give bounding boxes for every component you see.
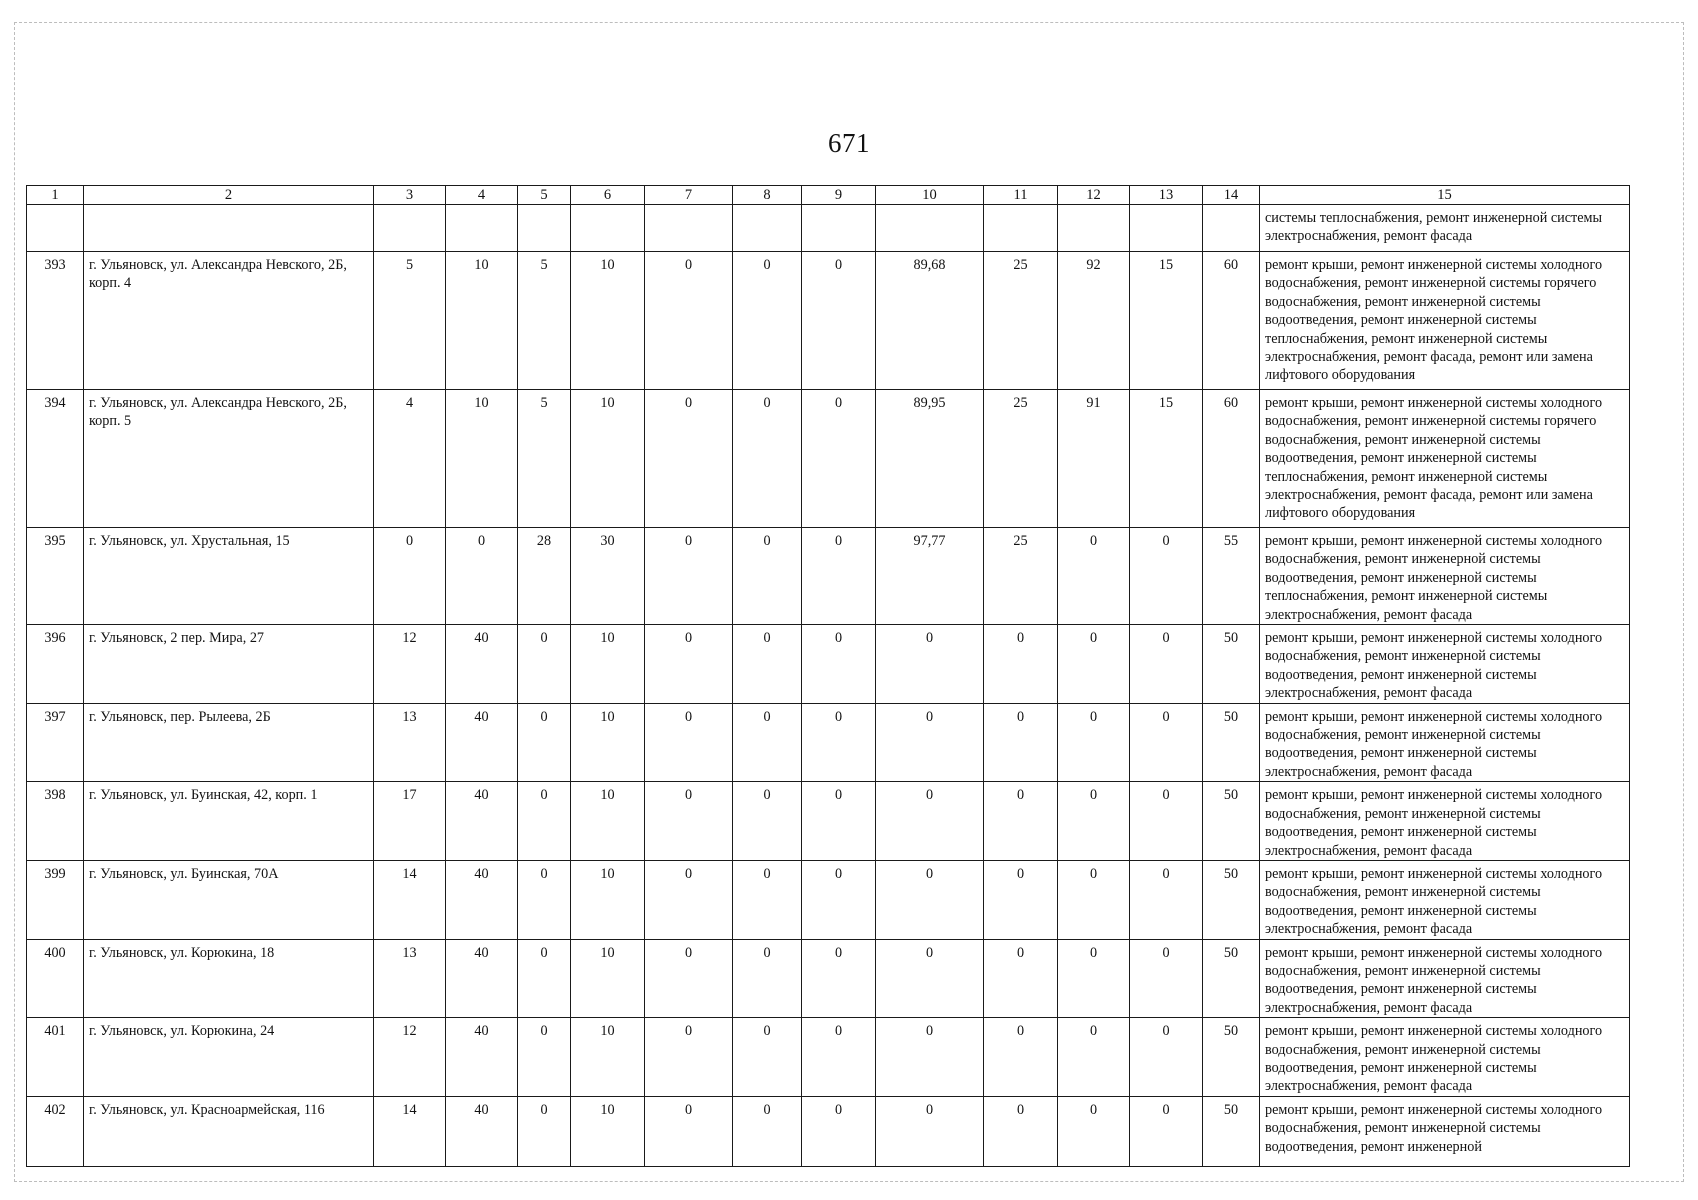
cell-col-5: 5 — [518, 390, 571, 528]
cell-col-11: 0 — [984, 860, 1058, 939]
cell-col-5: 0 — [518, 625, 571, 704]
cell-col-4: 10 — [446, 252, 518, 390]
cell-work-types: ремонт крыши, ремонт инженерной системы холодного водоснабжения, ремонт инженерной системы горячего водоснабжения, ремонт инженерной системы водоотведения, ремонт инженерной системы теплоснабжения, ремонт инженерной системы электроснабжения, ремонт фасада, ремонт или замена лифтового оборудования — [1260, 252, 1630, 390]
cell-col-5: 0 — [518, 1096, 571, 1166]
cell-col-10 — [876, 205, 984, 252]
cell-col-6 — [571, 205, 645, 252]
cell-col-4: 0 — [446, 528, 518, 625]
cell-col-14: 50 — [1203, 782, 1260, 861]
cell-col-6: 10 — [571, 625, 645, 704]
cell-address: г. Ульяновск, ул. Корюкина, 18 — [84, 939, 374, 1018]
table-row — [27, 252, 1630, 390]
cell-col-13: 0 — [1130, 625, 1203, 704]
cell-col-9: 0 — [802, 860, 876, 939]
cell-col-5: 0 — [518, 1018, 571, 1097]
cell-col-4: 40 — [446, 625, 518, 704]
cell-col-3: 4 — [374, 390, 446, 528]
cell-col-10: 0 — [876, 703, 984, 782]
page-number: 671 — [828, 128, 870, 158]
table-row — [27, 1096, 1630, 1166]
cell-col-5: 28 — [518, 528, 571, 625]
cell-col-13: 0 — [1130, 1018, 1203, 1097]
cell-col-13: 0 — [1130, 860, 1203, 939]
cell-col-3: 12 — [374, 1018, 446, 1097]
cell-col-9: 0 — [802, 703, 876, 782]
cell-row-number: 393 — [27, 252, 84, 390]
cell-work-types: ремонт крыши, ремонт инженерной системы холодного водоснабжения, ремонт инженерной системы водоотведения, ремонт инженерной системы электроснабжения, ремонт фасада — [1260, 860, 1630, 939]
cell-row-number: 399 — [27, 860, 84, 939]
cell-col-8: 0 — [733, 1018, 802, 1097]
cell-address: г. Ульяновск, ул. Александра Невского, 2Б, корп. 5 — [84, 390, 374, 528]
cell-row-number: 394 — [27, 390, 84, 528]
cell-col-12: 0 — [1058, 625, 1130, 704]
cell-col-3: 12 — [374, 625, 446, 704]
cell-col-13 — [1130, 205, 1203, 252]
cell-address — [84, 205, 374, 252]
cell-col-12: 0 — [1058, 528, 1130, 625]
cell-col-13: 0 — [1130, 782, 1203, 861]
cell-col-3: 0 — [374, 528, 446, 625]
cell-col-3: 17 — [374, 782, 446, 861]
cell-col-8: 0 — [733, 390, 802, 528]
cell-col-3: 5 — [374, 252, 446, 390]
cell-col-11: 0 — [984, 782, 1058, 861]
cell-col-4: 40 — [446, 939, 518, 1018]
cell-col-7: 0 — [645, 625, 733, 704]
header-cell-6: 6 — [571, 186, 645, 205]
cell-address: г. Ульяновск, пер. Рылеева, 2Б — [84, 703, 374, 782]
cell-row-number: 401 — [27, 1018, 84, 1097]
cell-col-6: 10 — [571, 782, 645, 861]
cell-row-number: 396 — [27, 625, 84, 704]
cell-col-8: 0 — [733, 252, 802, 390]
cell-col-4: 40 — [446, 860, 518, 939]
table-row — [27, 205, 1630, 252]
cell-col-3: 14 — [374, 1096, 446, 1166]
cell-col-6: 30 — [571, 528, 645, 625]
cell-col-13: 15 — [1130, 390, 1203, 528]
cell-col-5: 5 — [518, 252, 571, 390]
cell-work-types: ремонт крыши, ремонт инженерной системы холодного водоснабжения, ремонт инженерной системы водоотведения, ремонт инженерной системы электроснабжения, ремонт фасада — [1260, 625, 1630, 704]
cell-col-8: 0 — [733, 782, 802, 861]
cell-col-12: 91 — [1058, 390, 1130, 528]
header-cell-11: 11 — [984, 186, 1058, 205]
cell-col-13: 0 — [1130, 1096, 1203, 1166]
cell-col-4: 40 — [446, 1096, 518, 1166]
cell-col-11: 0 — [984, 703, 1058, 782]
cell-col-7: 0 — [645, 703, 733, 782]
cell-col-13: 15 — [1130, 252, 1203, 390]
cell-col-5: 0 — [518, 939, 571, 1018]
cell-col-14: 50 — [1203, 1018, 1260, 1097]
cell-col-10: 0 — [876, 1018, 984, 1097]
cell-address: г. Ульяновск, ул. Корюкина, 24 — [84, 1018, 374, 1097]
cell-col-14: 55 — [1203, 528, 1260, 625]
cell-col-11: 0 — [984, 625, 1058, 704]
cell-address: г. Ульяновск, ул. Буинская, 42, корп. 1 — [84, 782, 374, 861]
cell-col-11: 0 — [984, 1018, 1058, 1097]
cell-work-types: системы теплоснабжения, ремонт инженерной системы электроснабжения, ремонт фасада — [1260, 205, 1630, 252]
cell-work-types: ремонт крыши, ремонт инженерной системы холодного водоснабжения, ремонт инженерной системы водоотведения, ремонт инженерной системы электроснабжения, ремонт фасада — [1260, 939, 1630, 1018]
cell-col-9: 0 — [802, 1096, 876, 1166]
cell-col-8: 0 — [733, 625, 802, 704]
cell-col-14: 50 — [1203, 860, 1260, 939]
header-cell-5: 5 — [518, 186, 571, 205]
table-row — [27, 625, 1630, 704]
cell-col-10: 0 — [876, 782, 984, 861]
cell-col-9: 0 — [802, 782, 876, 861]
cell-col-7 — [645, 205, 733, 252]
cell-col-7: 0 — [645, 528, 733, 625]
cell-col-12: 0 — [1058, 1018, 1130, 1097]
cell-col-8: 0 — [733, 1096, 802, 1166]
table-row — [27, 1018, 1630, 1097]
cell-col-12: 0 — [1058, 1096, 1130, 1166]
cell-work-types: ремонт крыши, ремонт инженерной системы холодного водоснабжения, ремонт инженерной системы водоотведения, ремонт инженерной системы электроснабжения, ремонт фасада — [1260, 703, 1630, 782]
cell-col-12: 0 — [1058, 782, 1130, 861]
cell-address: г. Ульяновск, ул. Хрустальная, 15 — [84, 528, 374, 625]
cell-col-14: 60 — [1203, 390, 1260, 528]
cell-col-6: 10 — [571, 1096, 645, 1166]
cell-row-number — [27, 205, 84, 252]
cell-row-number: 402 — [27, 1096, 84, 1166]
cell-row-number: 400 — [27, 939, 84, 1018]
cell-col-7: 0 — [645, 782, 733, 861]
cell-col-9: 0 — [802, 528, 876, 625]
cell-col-13: 0 — [1130, 528, 1203, 625]
header-cell-1: 1 — [27, 186, 84, 205]
cell-col-4 — [446, 205, 518, 252]
cell-col-9: 0 — [802, 939, 876, 1018]
cell-col-8: 0 — [733, 939, 802, 1018]
header-cell-8: 8 — [733, 186, 802, 205]
cell-col-11 — [984, 205, 1058, 252]
header-cell-13: 13 — [1130, 186, 1203, 205]
cell-col-4: 40 — [446, 703, 518, 782]
table-row — [27, 703, 1630, 782]
cell-col-9: 0 — [802, 625, 876, 704]
cell-col-6: 10 — [571, 939, 645, 1018]
cell-col-14: 50 — [1203, 939, 1260, 1018]
cell-col-10: 97,77 — [876, 528, 984, 625]
cell-col-8 — [733, 205, 802, 252]
table-row — [27, 860, 1630, 939]
cell-address: г. Ульяновск, ул. Александра Невского, 2Б, корп. 4 — [84, 252, 374, 390]
cell-col-8: 0 — [733, 528, 802, 625]
header-cell-3: 3 — [374, 186, 446, 205]
cell-col-12: 0 — [1058, 860, 1130, 939]
cell-col-11: 25 — [984, 390, 1058, 528]
cell-col-6: 10 — [571, 1018, 645, 1097]
cell-col-5 — [518, 205, 571, 252]
header-cell-12: 12 — [1058, 186, 1130, 205]
cell-col-4: 40 — [446, 782, 518, 861]
cell-col-14: 50 — [1203, 1096, 1260, 1166]
table-row — [27, 939, 1630, 1018]
cell-col-14 — [1203, 205, 1260, 252]
header-cell-9: 9 — [802, 186, 876, 205]
cell-col-8: 0 — [733, 860, 802, 939]
cell-col-8: 0 — [733, 703, 802, 782]
cell-col-14: 50 — [1203, 625, 1260, 704]
cell-work-types: ремонт крыши, ремонт инженерной системы холодного водоснабжения, ремонт инженерной системы водоотведения, ремонт инженерной системы электроснабжения, ремонт фасада — [1260, 782, 1630, 861]
cell-col-3: 13 — [374, 939, 446, 1018]
cell-col-11: 0 — [984, 1096, 1058, 1166]
header-cell-14: 14 — [1203, 186, 1260, 205]
cell-col-12 — [1058, 205, 1130, 252]
header-cell-4: 4 — [446, 186, 518, 205]
cell-address: г. Ульяновск, ул. Буинская, 70А — [84, 860, 374, 939]
cell-col-10: 0 — [876, 625, 984, 704]
cell-col-10: 89,68 — [876, 252, 984, 390]
cell-col-10: 0 — [876, 939, 984, 1018]
table-row — [27, 390, 1630, 528]
cell-col-12: 0 — [1058, 703, 1130, 782]
cell-work-types: ремонт крыши, ремонт инженерной системы холодного водоснабжения, ремонт инженерной системы водоотведения, ремонт инженерной — [1260, 1096, 1630, 1166]
cell-col-13: 0 — [1130, 939, 1203, 1018]
cell-col-13: 0 — [1130, 703, 1203, 782]
cell-col-6: 10 — [571, 703, 645, 782]
cell-col-10: 89,95 — [876, 390, 984, 528]
cell-row-number: 397 — [27, 703, 84, 782]
cell-address: г. Ульяновск, ул. Красноармейская, 116 — [84, 1096, 374, 1166]
cell-col-10: 0 — [876, 1096, 984, 1166]
table-row — [27, 782, 1630, 861]
header-cell-15: 15 — [1260, 186, 1630, 205]
cell-col-9: 0 — [802, 390, 876, 528]
cell-row-number: 398 — [27, 782, 84, 861]
cell-col-11: 25 — [984, 252, 1058, 390]
cell-col-9 — [802, 205, 876, 252]
cell-col-12: 0 — [1058, 939, 1130, 1018]
cell-col-14: 60 — [1203, 252, 1260, 390]
cell-col-14: 50 — [1203, 703, 1260, 782]
cell-col-5: 0 — [518, 782, 571, 861]
table-row — [27, 528, 1630, 625]
data-table — [26, 185, 1630, 1167]
cell-col-11: 0 — [984, 939, 1058, 1018]
cell-col-4: 40 — [446, 1018, 518, 1097]
cell-col-3: 13 — [374, 703, 446, 782]
cell-col-4: 10 — [446, 390, 518, 528]
header-cell-10: 10 — [876, 186, 984, 205]
cell-col-11: 25 — [984, 528, 1058, 625]
cell-col-5: 0 — [518, 860, 571, 939]
cell-col-6: 10 — [571, 252, 645, 390]
cell-col-7: 0 — [645, 939, 733, 1018]
cell-col-7: 0 — [645, 860, 733, 939]
cell-work-types: ремонт крыши, ремонт инженерной системы холодного водоснабжения, ремонт инженерной системы горячего водоснабжения, ремонт инженерной системы водоотведения, ремонт инженерной системы теплоснабжения, ремонт инженерной системы электроснабжения, ремонт фасада, ремонт или замена лифтового оборудования — [1260, 390, 1630, 528]
cell-col-7: 0 — [645, 1018, 733, 1097]
cell-col-7: 0 — [645, 252, 733, 390]
table-header-row — [27, 186, 1630, 205]
cell-col-7: 0 — [645, 1096, 733, 1166]
cell-col-3 — [374, 205, 446, 252]
cell-col-9: 0 — [802, 1018, 876, 1097]
cell-row-number: 395 — [27, 528, 84, 625]
cell-col-9: 0 — [802, 252, 876, 390]
cell-address: г. Ульяновск, 2 пер. Мира, 27 — [84, 625, 374, 704]
cell-col-6: 10 — [571, 860, 645, 939]
cell-col-5: 0 — [518, 703, 571, 782]
cell-work-types: ремонт крыши, ремонт инженерной системы холодного водоснабжения, ремонт инженерной системы водоотведения, ремонт инженерной системы теплоснабжения, ремонт инженерной системы электроснабжения, ремонт фасада — [1260, 528, 1630, 625]
cell-col-7: 0 — [645, 390, 733, 528]
cell-col-3: 14 — [374, 860, 446, 939]
cell-work-types: ремонт крыши, ремонт инженерной системы холодного водоснабжения, ремонт инженерной системы водоотведения, ремонт инженерной системы электроснабжения, ремонт фасада — [1260, 1018, 1630, 1097]
cell-col-10: 0 — [876, 860, 984, 939]
header-cell-7: 7 — [645, 186, 733, 205]
cell-col-6: 10 — [571, 390, 645, 528]
cell-col-12: 92 — [1058, 252, 1130, 390]
header-cell-2: 2 — [84, 186, 374, 205]
